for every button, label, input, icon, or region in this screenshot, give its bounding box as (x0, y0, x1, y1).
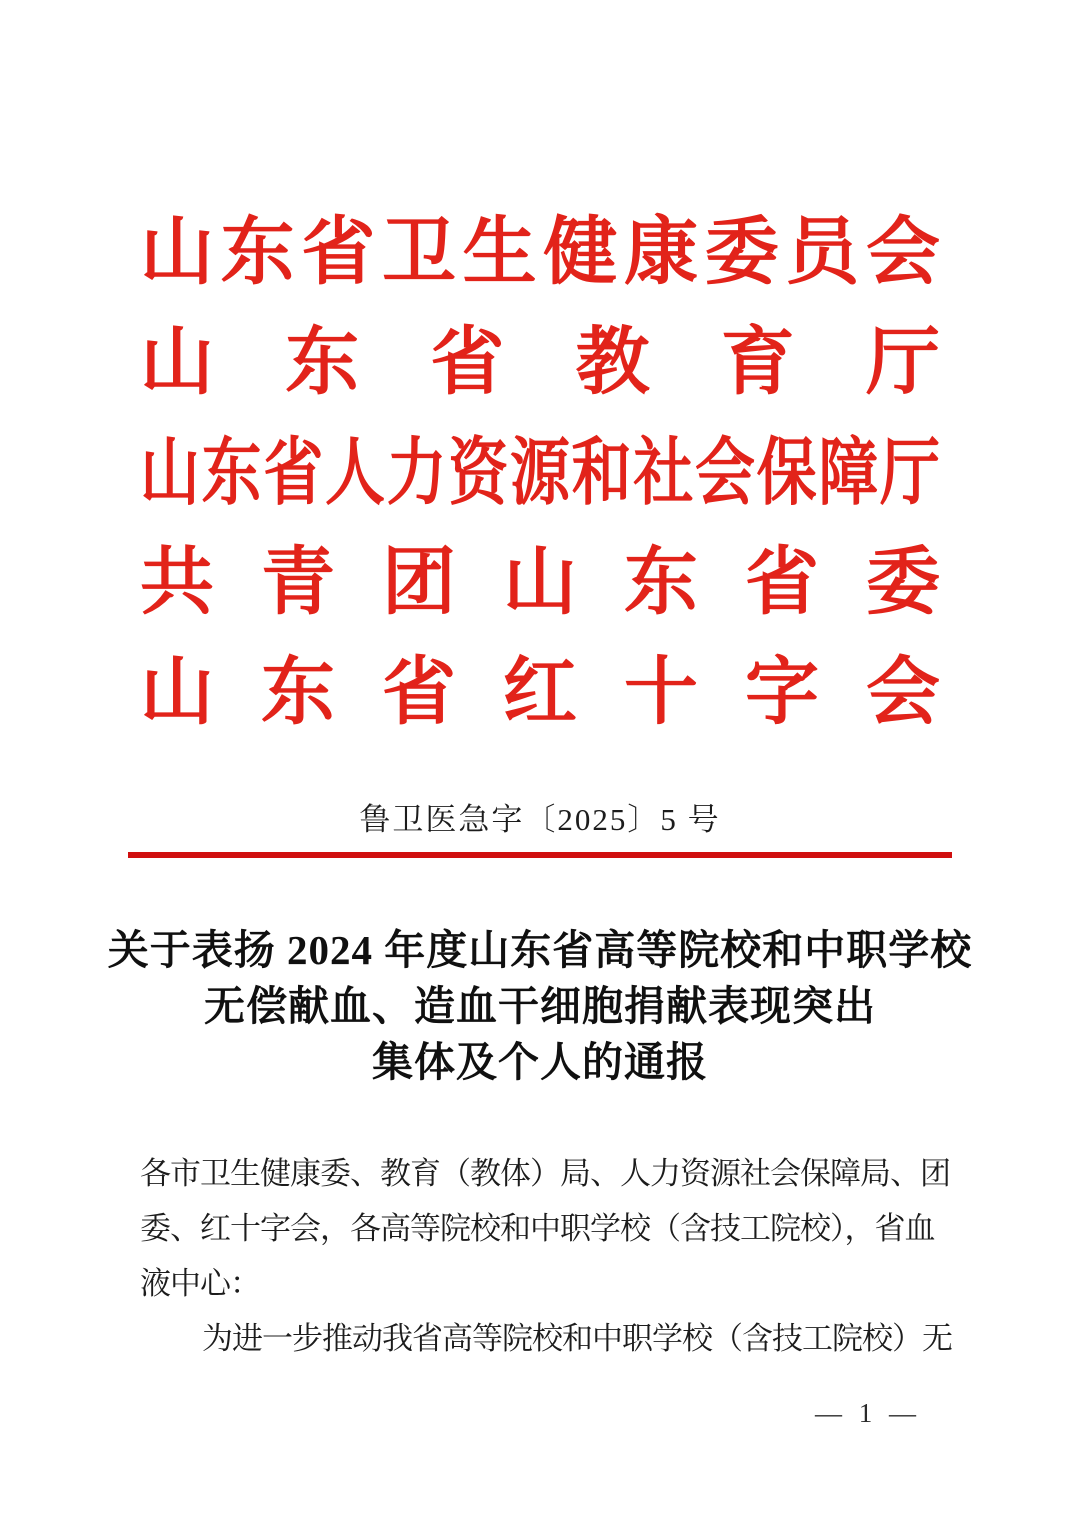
org-name-education-department: 山东省教育厅 (140, 322, 940, 404)
red-divider-line (128, 852, 952, 858)
org-name-youth-league-committee: 共青团山东省委 (140, 542, 940, 624)
title-line-1: 关于表扬 2024 年度山东省高等院校和中职学校 (107, 927, 973, 973)
document-body (140, 1146, 952, 1366)
body-salutation-line-1: 各市卫生健康委、教育（教体）局、人力资源社会保障局、团 (140, 1156, 950, 1191)
red-letterhead (140, 198, 940, 748)
org-name-human-resources-department: 山东省人力资源和社会保障厅 (140, 432, 940, 514)
body-salutation-line-3: 液中心： (140, 1266, 260, 1301)
org-name-health-commission: 山东省卫生健康委员会 (140, 212, 940, 294)
document-title (100, 922, 980, 1090)
org-name-red-cross: 山东省红十字会 (140, 652, 940, 734)
body-salutation-line-2: 委、红十字会，各高等院校和中职学校（含技工院校），省血 (140, 1211, 935, 1246)
title-line-3: 集体及个人的通报 (372, 1039, 708, 1085)
page-number: — 1 — (815, 1398, 921, 1428)
title-line-2: 无偿献血、造血干细胞捐献表现突出 (204, 983, 876, 1029)
document-number: 鲁卫医急字〔2025〕5 号 (359, 802, 721, 837)
body-paragraph-line-1: 为进一步推动我省高等院校和中职学校（含技工院校）无 (202, 1321, 952, 1356)
